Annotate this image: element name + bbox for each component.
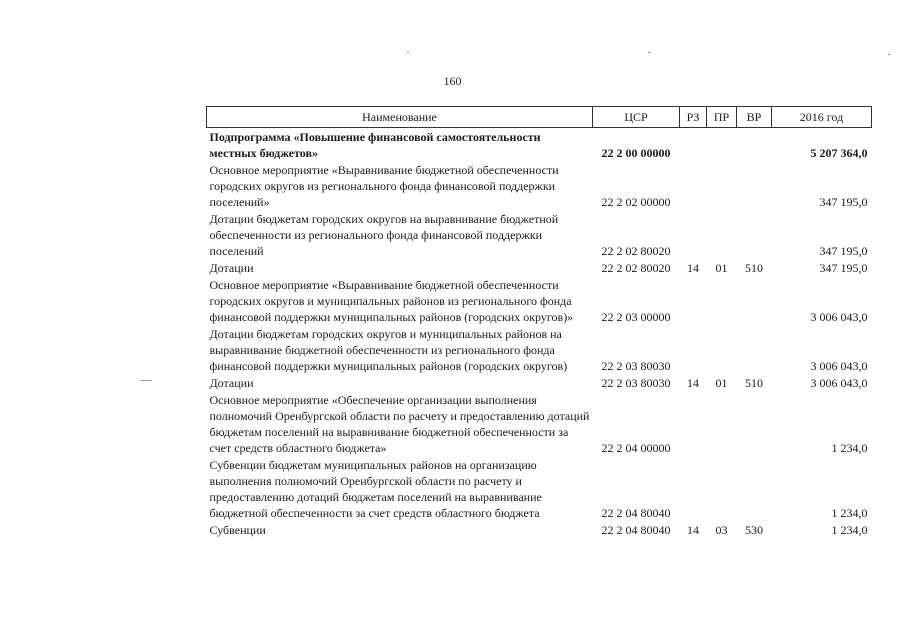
cell-rz (680, 276, 707, 325)
cell-pr: 03 (715, 523, 728, 537)
cell-csr: 22 2 04 80040 (601, 506, 671, 520)
cell-name: Основное мероприятие «Обеспечение организации выполнения полномочий Оренбургской области по расчету и предоставлению дотаций бюджетам поселений на выравнивание бюджетной обеспеченности за счет средств областного бюджета» (209, 393, 590, 455)
header-year: 2016 год (772, 107, 872, 128)
cell-amount: 347 195,0 (819, 195, 868, 209)
table-row (207, 456, 872, 521)
scan-speck (888, 54, 890, 55)
cell-pr (707, 210, 737, 259)
cell-vr: 510 (745, 261, 763, 275)
cell-pr: 01 (715, 261, 728, 275)
cell-vr (737, 210, 772, 259)
cell-vr (737, 276, 772, 325)
cell-amount: 3 006 043,0 (810, 359, 868, 373)
table-header-row (207, 107, 872, 128)
table-row (207, 259, 872, 276)
header-rz: РЗ (680, 107, 707, 128)
cell-amount: 1 234,0 (831, 523, 868, 537)
cell-name: Подпрограмма «Повышение финансовой самостоятельности местных бюджетов» (209, 130, 541, 160)
header-vr: ВР (737, 107, 772, 128)
table-row (207, 325, 872, 374)
table-body (207, 128, 872, 539)
cell-pr (707, 325, 737, 374)
cell-pr (707, 161, 737, 210)
cell-vr (737, 128, 772, 162)
cell-name: Субвенции бюджетам муниципальных районов на организацию выполнения полномочий Оренбургской области по расчету и предоставлению дотаций бюджетам поселений на выравнивание бюджетной обеспеченности за счет средств областного бюджета (209, 458, 542, 520)
cell-vr (737, 456, 772, 521)
cell-csr: 22 2 03 80030 (601, 376, 671, 390)
scan-speck (407, 52, 409, 53)
table-row (207, 210, 872, 259)
cell-amount: 3 006 043,0 (810, 376, 868, 390)
cell-vr (737, 391, 772, 456)
page-number: 160 (443, 74, 462, 88)
cell-pr (707, 391, 737, 456)
cell-name: Дотации бюджетам городских округов на выравнивание бюджетной обеспеченности из регионального фонда финансовой поддержки поселений (209, 212, 559, 258)
table-row (207, 521, 872, 538)
cell-csr: 22 2 03 00000 (601, 310, 671, 324)
cell-amount: 3 006 043,0 (810, 310, 868, 324)
cell-pr: 01 (715, 376, 728, 390)
table-row (207, 374, 872, 391)
cell-pr (707, 128, 737, 162)
cell-name: Основное мероприятие «Выравнивание бюджетной обеспеченности городских округов и муниципальных районов из регионального фонда финансовой поддержки муниципальных районов (городских округов)» (209, 278, 574, 324)
cell-vr (737, 325, 772, 374)
cell-name: Дотации (209, 376, 254, 390)
cell-rz: 14 (687, 376, 699, 390)
cell-rz (680, 161, 707, 210)
cell-csr: 22 2 02 00000 (601, 195, 671, 209)
table-row (207, 391, 872, 456)
cell-name: Дотации (209, 261, 254, 275)
cell-vr: 510 (745, 376, 763, 390)
cell-csr: 22 2 02 80020 (601, 244, 671, 258)
cell-rz: 14 (687, 261, 699, 275)
cell-csr: 22 2 00 00000 (601, 146, 671, 160)
cell-vr: 530 (745, 523, 763, 537)
cell-rz (680, 391, 707, 456)
cell-rz (680, 325, 707, 374)
cell-csr: 22 2 04 00000 (601, 441, 671, 455)
header-pr: ПР (707, 107, 737, 128)
cell-name: Основное мероприятие «Выравнивание бюджетной обеспеченности городских округов из регионального фонда финансовой поддержки поселений» (209, 163, 559, 209)
cell-rz (680, 210, 707, 259)
cell-csr: 22 2 04 80040 (601, 523, 671, 537)
cell-rz: 14 (687, 523, 699, 537)
scan-mark (140, 380, 152, 381)
cell-rz (680, 456, 707, 521)
cell-pr (707, 276, 737, 325)
cell-csr: 22 2 03 80030 (601, 359, 671, 373)
cell-vr (737, 161, 772, 210)
table-row (207, 128, 872, 162)
cell-amount: 1 234,0 (831, 441, 868, 455)
header-name: Наименование (207, 107, 593, 128)
header-csr: ЦСР (593, 107, 680, 128)
scan-speck (648, 52, 650, 53)
budget-table (206, 106, 872, 538)
cell-amount: 347 195,0 (819, 261, 868, 275)
table-row (207, 276, 872, 325)
cell-csr: 22 2 02 80020 (601, 261, 671, 275)
cell-amount: 1 234,0 (831, 506, 868, 520)
cell-name: Дотации бюджетам городских округов и муниципальных районов на выравнивание бюджетной обеспеченности из регионального фонда финансовой поддержки муниципальных районов (городских округов) (209, 327, 568, 373)
cell-amount: 5 207 364,0 (810, 146, 868, 160)
table-row (207, 161, 872, 210)
cell-rz (680, 128, 707, 162)
cell-amount: 347 195,0 (819, 244, 868, 258)
cell-pr (707, 456, 737, 521)
cell-name: Субвенции (209, 523, 266, 537)
